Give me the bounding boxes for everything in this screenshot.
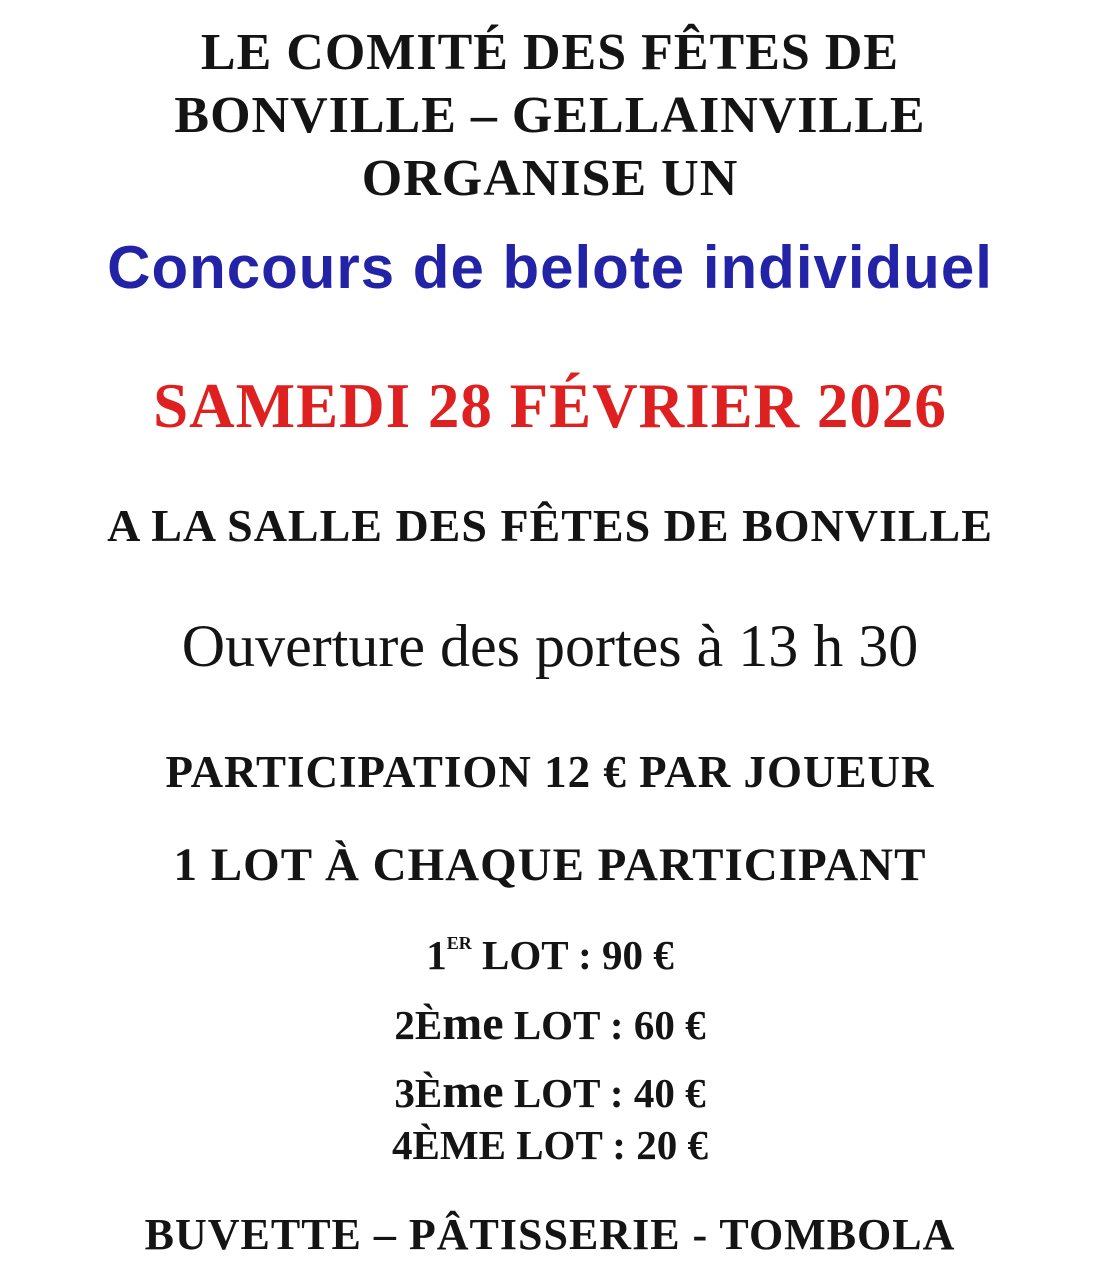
first-prize bbox=[0, 932, 1100, 978]
first-prize-rank-suffix: ER bbox=[446, 933, 472, 953]
organizer-line-2: BONVILLE – GELLAINVILLE bbox=[174, 87, 926, 144]
participation-fee: PARTICIPATION 12 € PAR JOUEUR bbox=[165, 747, 935, 797]
fourth-prize-rank-number: 4ÈME bbox=[392, 1122, 506, 1168]
third-prize bbox=[0, 1065, 1100, 1118]
first-prize-rank-number: 1 bbox=[426, 932, 447, 978]
third-prize-label: LOT : 40 € bbox=[503, 1070, 706, 1116]
second-prize-rank bbox=[394, 997, 504, 1050]
prize-for-every-participant: 1 LOT À CHAQUE PARTICIPANT bbox=[173, 839, 927, 891]
second-prize bbox=[0, 997, 1100, 1050]
fourth-prize-rank bbox=[392, 1122, 506, 1168]
second-prize-label: LOT : 60 € bbox=[503, 1002, 706, 1048]
third-prize-rank bbox=[394, 1065, 504, 1118]
fourth-prize bbox=[0, 1122, 1100, 1168]
second-prize-rank-number: 2È bbox=[394, 1002, 443, 1048]
first-prize-label: LOT : 90 € bbox=[471, 932, 674, 978]
third-prize-rank-suffix: me bbox=[442, 1065, 504, 1118]
event-date: SAMEDI 28 FÉVRIER 2026 bbox=[153, 371, 947, 441]
third-prize-rank-number: 3È bbox=[394, 1070, 443, 1116]
event-title: Concours de belote individuel bbox=[107, 234, 993, 301]
event-venue: A LA SALLE DES FÊTES DE BONVILLE bbox=[107, 500, 993, 551]
organizer-line-3: ORGANISE UN bbox=[361, 150, 739, 207]
doors-opening-time: Ouverture des portes à 13 h 30 bbox=[181, 613, 919, 679]
extras-refreshments-pastries-raffle: BUVETTE – PÂTISSERIE - TOMBOLA bbox=[144, 1210, 956, 1259]
first-prize-rank bbox=[426, 932, 472, 978]
second-prize-rank-suffix: me bbox=[442, 997, 504, 1050]
organizer-line-1: LE COMITÉ DES FÊTES DE bbox=[200, 24, 900, 81]
fourth-prize-label: LOT : 20 € bbox=[505, 1122, 708, 1168]
